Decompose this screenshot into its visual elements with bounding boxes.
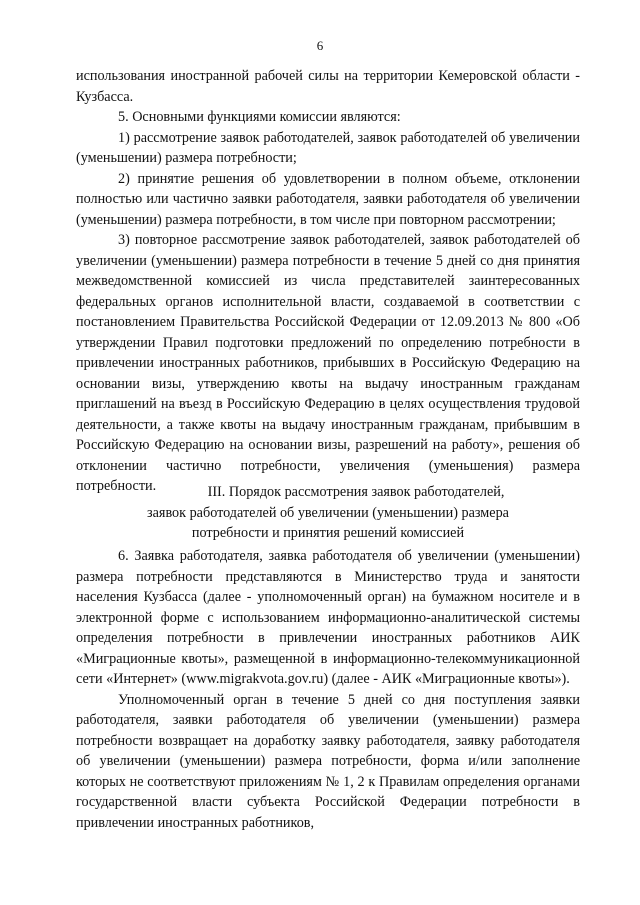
section-heading xyxy=(76,482,580,544)
page-number: 6 xyxy=(316,38,324,53)
section-application-procedure xyxy=(76,546,580,833)
heading-line-1: III. Порядок рассмотрения заявок работодателей, xyxy=(207,484,505,500)
paragraph-function-2: 2) принятие решения об удовлетворении в полном объеме, отклонении полностью или частично заявки работодателя, заявки работодателя об увеличении (уменьшении) размера потребности, в том числе при повторном рассмотрении; xyxy=(76,170,580,228)
section-commission-functions xyxy=(76,66,580,497)
paragraph-function-3: 3) повторное рассмотрение заявок работодателей, заявок работодателей об увеличении (уменьшении) размера потребности в течение 5 дней со дня принятия межведомственной комиссией из числа представителей заинтересованных федеральных органов исполнительной власти, создаваемой в соответствии с постановлением Правительства Российской Федерации от 12.09.2013 № 800 «Об утверждении Правил подготовки предложений по определению потребности в привлечении иностранных работников, прибывших в Российскую Федерацию на основании визы, утверждению квоты на выдачу иностранным гражданам приглашений на въезд в Российскую Федерацию в целях осуществления трудовой деятельности, а также квоты на выдачу иностранным гражданам, прибывшим в Российскую Федерацию на основании визы, разрешений на работу», решения об отклонении частично потребности, увеличения (уменьшения) размера потребности. xyxy=(76,232,580,494)
paragraph-continuation: использования иностранной рабочей силы на территории Кемеровской области - Кузбасса. xyxy=(76,68,580,105)
heading-line-2: заявок работодателей об увеличении (уменьшении) размера xyxy=(147,504,509,521)
paragraph-6: 6. Заявка работодателя, заявка работодателя об увеличении (уменьшении) размера потребности представляются в Министерство труда и занятости населения Кузбасса (далее - уполномоченный орган) на бумажном носителе и в электронной форме с использованием информационно-аналитической системы определения потребности в привлечении иностранных работников АИК «Миграционные квоты», размещенной в информационно-телекоммуникационной сети «Интернет» (www.migrakvota.gov.ru) (далее - АИК «Миграционные квоты»). xyxy=(76,548,580,687)
paragraph-function-1: 1) рассмотрение заявок работодателей, заявок работодателей об увеличении (уменьшении) размера потребности; xyxy=(76,129,580,166)
heading-line-3: потребности и принятия решений комиссией xyxy=(191,525,465,541)
paragraph-authorized-body: Уполномоченный орган в течение 5 дней со дня поступления заявки работодателя, заявки работодателя об увеличении (уменьшении) размера потребности возвращает на доработку заявку работодателя, заявку работодателя об увеличении (уменьшении) размера потребности, форма и/или заполнение которых не соответствуют приложениям № 1, 2 к Правилам определения органами государственной власти субъекта Российской Федерации потребности в привлечении иностранных работников, xyxy=(76,691,580,831)
paragraph-functions-intro: 5. Основными функциями комиссии являются: xyxy=(118,109,401,125)
